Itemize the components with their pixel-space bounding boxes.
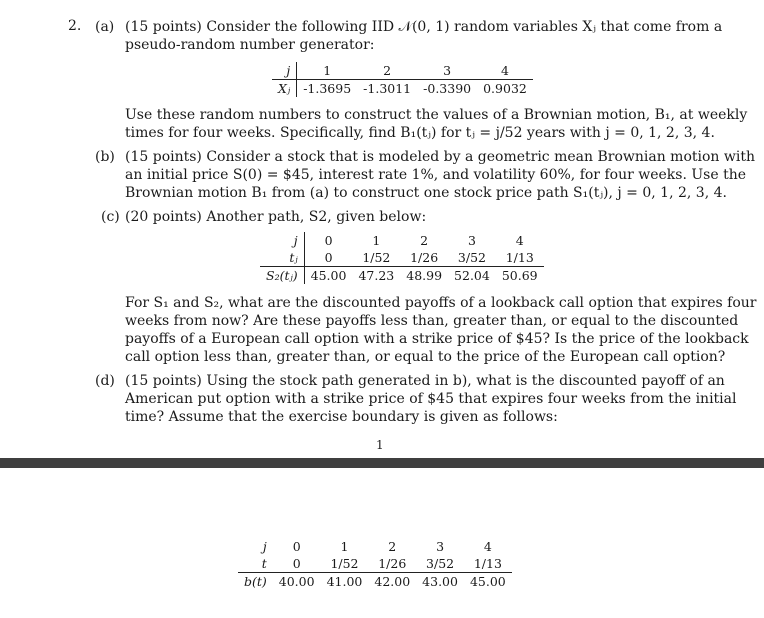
- table-a-x-3: -0.3390: [423, 81, 472, 96]
- table-c-s2-0: 45.00: [310, 268, 347, 283]
- table-c-t-3: 3/52: [448, 249, 496, 267]
- table-d-b-2: 42.00: [374, 574, 411, 589]
- table-d-t-4: 1/13: [464, 555, 512, 573]
- table-d-header-t: t: [238, 555, 273, 573]
- table-d-t-1: 1/52: [321, 555, 369, 573]
- part-a-line-1: (15 points) Consider the following IID 𝒩(0, 1) random variables Xⱼ that come from a: [125, 19, 723, 35]
- part-a-text-1: Use these random numbers to construct the values of a Brownian motion, B₁, at weekly: [125, 107, 748, 123]
- table-d-j-0: 0: [292, 539, 301, 554]
- table-a-j-3: 3: [417, 62, 477, 80]
- table-a-x-1: -1.3695: [303, 81, 352, 96]
- table-d-t-3: 3/52: [416, 555, 464, 573]
- table-c-s2-4: 50.69: [501, 268, 538, 283]
- part-c-text-3: payoffs of a European call option with a strike price of $45? Is the price of the lookback: [125, 331, 749, 347]
- page-number: 1: [376, 438, 384, 452]
- table-c-t-0: 0: [304, 249, 352, 267]
- part-b-line-1: (15 points) Consider a stock that is modeled by a geometric mean Brownian motion with: [125, 149, 755, 165]
- table-d-header-j: j: [262, 539, 267, 554]
- part-a-label: (a): [95, 19, 115, 35]
- part-d-line-1: (15 points) Using the stock path generated in b), what is the discounted payoff of an: [125, 373, 725, 389]
- table-d-b-4: 45.00: [469, 574, 506, 589]
- part-c-text-1: For S₁ and S₂, what are the discounted payoffs of a lookback call option that expires four: [125, 295, 757, 311]
- part-c-label: (c): [101, 209, 120, 225]
- part-d-line-2: American put option with a strike price of $45 that expires four weeks from the initial: [125, 391, 737, 407]
- part-c-line-1: (20 points) Another path, S2, given below:: [125, 209, 427, 225]
- table-c-t-1: 1/52: [352, 249, 400, 267]
- table-a-j-2: 2: [357, 62, 417, 80]
- part-b-line-2: an initial price S(0) = $45, interest rate 1%, and volatility 60%, for four weeks. Use the: [125, 167, 746, 183]
- part-a-text-2: times for four weeks. Specifically, find B₁(tⱼ) for tⱼ = j/52 years with j = 0, 1, 2, 3, 4.: [125, 125, 715, 141]
- table-a-j-1: 1: [297, 62, 357, 80]
- exercise-boundary-table: [238, 538, 512, 590]
- part-b-label: (b): [95, 149, 115, 165]
- part-c-text-2: weeks from now? Are these payoffs less than, greater than, or equal to the discounted: [125, 313, 739, 329]
- stock-path-s2-table: [260, 232, 544, 284]
- part-d-label: (d): [95, 373, 115, 389]
- table-c-t-4: 1/13: [496, 249, 544, 267]
- table-d-j-3: 3: [436, 539, 445, 554]
- table-a-header-j: j: [272, 62, 297, 80]
- table-c-j-1: 1: [372, 233, 381, 248]
- table-a-x-4: 0.9032: [483, 81, 527, 96]
- table-d-t-0: 0: [273, 555, 321, 573]
- random-variables-table: [272, 62, 533, 97]
- table-c-header-t: tⱼ: [260, 249, 304, 267]
- table-d-j-2: 2: [388, 539, 397, 554]
- table-d-b-0: 40.00: [278, 574, 315, 589]
- table-d-j-1: 1: [340, 539, 349, 554]
- table-c-header-j: j: [260, 232, 304, 249]
- part-d-line-3: time? Assume that the exercise boundary is given as follows:: [125, 409, 558, 425]
- table-c-s2-3: 52.04: [454, 268, 490, 283]
- part-c-text-4: call option less than, greater than, or equal to the price of the European call option?: [125, 349, 726, 365]
- table-c-j-3: 3: [467, 233, 476, 248]
- table-c-j-4: 4: [515, 233, 524, 248]
- question-number: 2.: [68, 18, 82, 34]
- table-d-b-1: 41.00: [326, 574, 363, 589]
- table-c-j-0: 0: [324, 233, 333, 248]
- table-d-j-4: 4: [483, 539, 492, 554]
- table-c-j-2: 2: [420, 233, 429, 248]
- table-a-x-2: -1.3011: [363, 81, 412, 96]
- table-c-t-2: 1/26: [400, 249, 448, 267]
- page-break-divider: [0, 458, 764, 468]
- table-c-s2-2: 48.99: [406, 268, 443, 283]
- table-a-header-x: Xⱼ: [272, 80, 297, 98]
- table-d-header-b: b(t): [244, 574, 267, 589]
- table-d-b-3: 43.00: [422, 574, 458, 589]
- part-a-line-2: pseudo-random number generator:: [125, 37, 375, 53]
- table-d-t-2: 1/26: [368, 555, 416, 573]
- part-b-line-3: Brownian motion B₁ from (a) to construct one stock price path S₁(tⱼ), j = 0, 1, 2, 3, 4.: [125, 185, 727, 201]
- table-c-s2-1: 47.23: [358, 268, 395, 283]
- table-a-j-4: 4: [477, 62, 533, 80]
- table-c-header-s2: S₂(tⱼ): [260, 267, 304, 285]
